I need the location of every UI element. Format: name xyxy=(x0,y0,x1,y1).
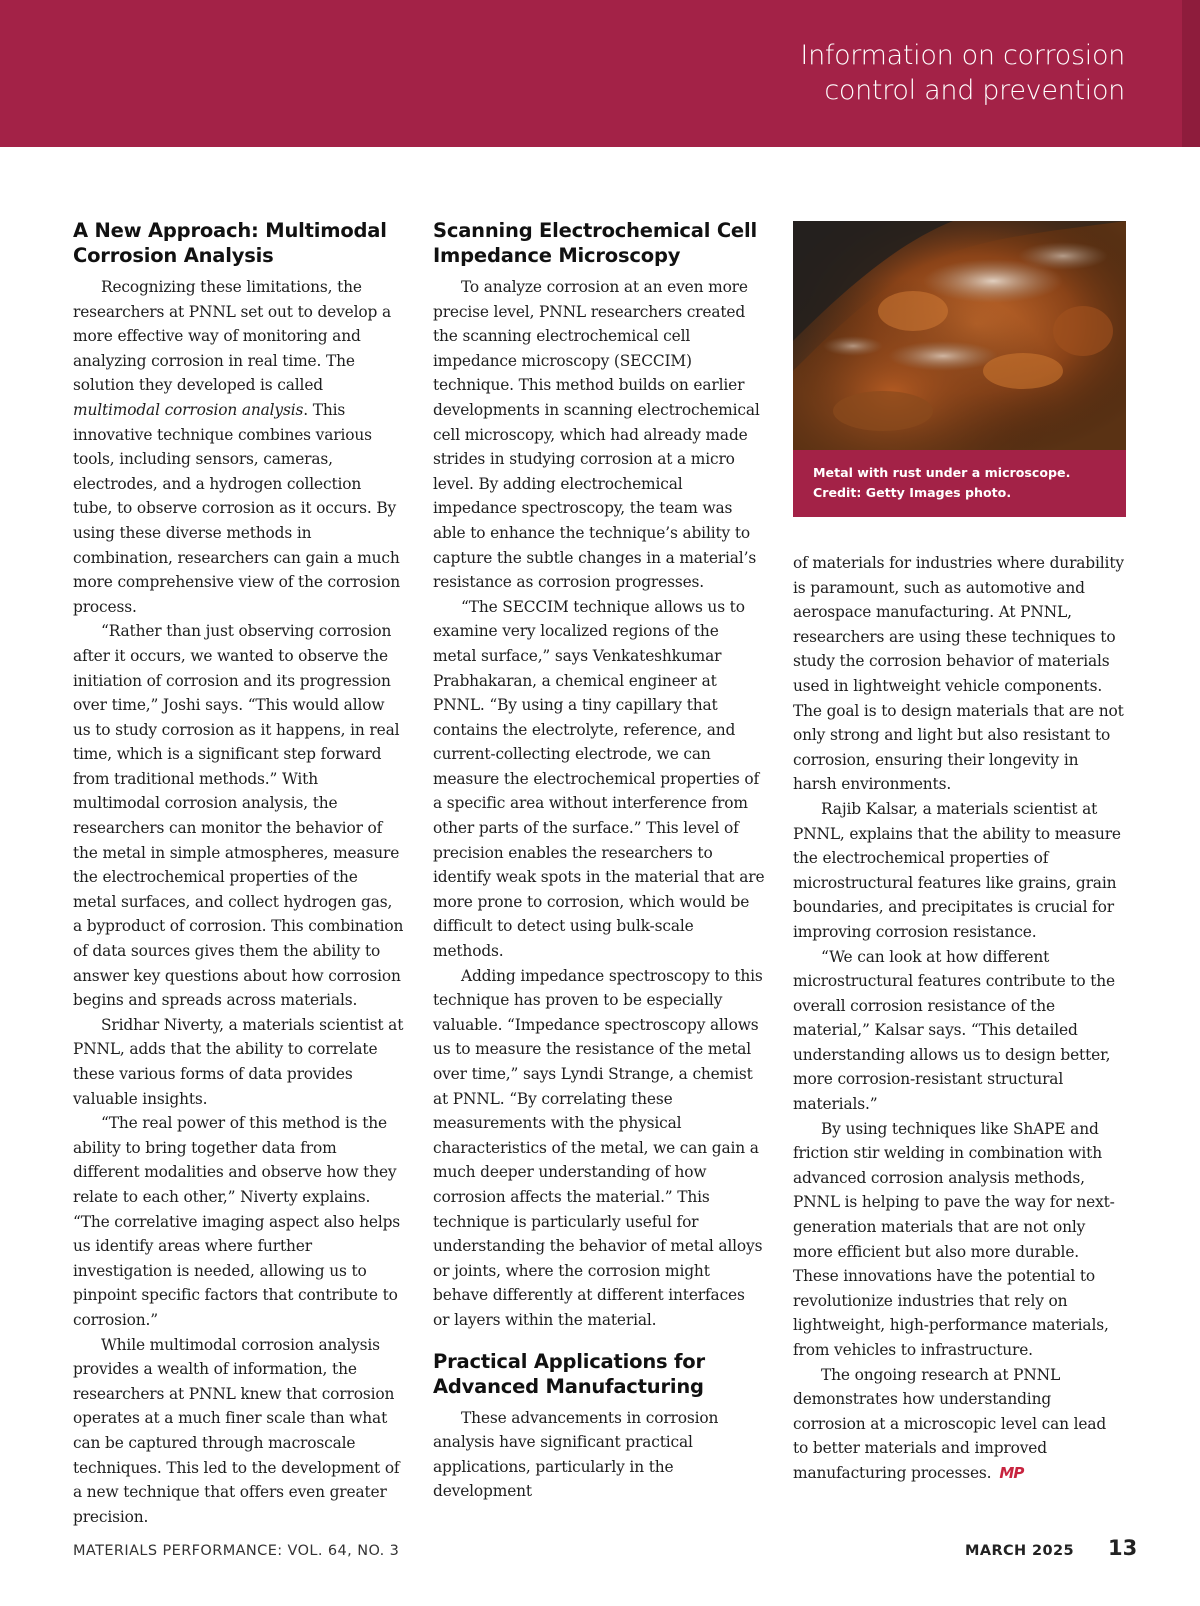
paragraph: “The SECCIM technique allows us to examine very localized regions of the metal surface,” says Venkateshkumar Prabhakaran, a chemical engineer at PNNL. “By using a tiny capillary that contains the electrolyte, reference, and current-collecting electrode, we can measure the electrochemical properties of a specific area without interference from other parts of the surface.” This level of precision enables the researchers to identify weak spots in the material that are more prone to corrosion, which would be difficult to detect using bulk-scale methods. xyxy=(433,597,765,961)
rust-microscope-photo xyxy=(793,221,1126,450)
paragraph: “Rather than just observing corrosion after it occurs, we wanted to observe the initiation of corrosion and its progression over time,” Joshi says. “This would allow us to study corrosion as it happens, in real time, which is a significant step forward from traditional methods.” With multimodal corrosion analysis, the researchers can monitor the behavior of the metal in simple atmospheres, measure the electrochemical properties of the metal surfaces, and collect hydrogen gas, a byproduct of corrosion. This combination of data sources gives them the ability to answer key questions about how corrosion begins and spreads across materials. xyxy=(73,622,404,1010)
page-number: 13 xyxy=(1108,1536,1138,1560)
paragraph-text: . This innovative technique combines various tools, including sensors, cameras, electrodes, and a hydrogen collection tube, to observe corrosion as it occurs. By using these diverse methods in combination, researchers can gain a much more comprehensive view of the corrosion process. xyxy=(73,400,401,616)
paragraph: By using techniques like ShAPE and friction stir welding in combination with advanced corrosion analysis methods, PNNL is helping to pave the way for next-generation materials that are not only more efficient but also more durable. These innovations have the potential to revolutionize industries that rely on lightweight, high-performance materials, from vehicles to infrastructure. xyxy=(793,1119,1115,1359)
paragraph: “The real power of this method is the ability to bring together data from different modalities and observe how they relate to each other,” Niverty explains. “The correlative imaging aspect also helps us identify areas where further investigation is needed, allowing us to pinpoint specific factors that contribute to corrosion.” xyxy=(73,1114,401,1329)
photo-figure xyxy=(793,221,1126,517)
photo-caption xyxy=(793,450,1126,517)
paragraph: of materials for industries where durability is paramount, such as automotive and aerospace manufacturing. At PNNL, researchers are using these techniques to study the corrosion behavior of materials used in lightweight vehicle components. The goal is to design materials that are not only strong and light but also resistant to corrosion, ensuring their longevity in harsh environments. xyxy=(793,554,1124,794)
paragraph: These advancements in corrosion analysis have significant practical applications, particularly in the development xyxy=(433,1408,719,1501)
footer-date: MARCH 2025 xyxy=(965,1543,1074,1559)
paragraph xyxy=(73,275,405,619)
section-heading-applications: Practical Applications for Advanced Manufacturing xyxy=(433,1349,705,1398)
section-heading-multimodal: A New Approach: Multimodal Corrosion Analysis xyxy=(73,219,387,267)
paragraph xyxy=(793,1363,1125,1486)
footer-publication: MATERIALS PERFORMANCE: VOL. 64, NO. 3 xyxy=(73,1543,400,1559)
paragraph-text: The ongoing research at PNNL demonstrates how understanding corrosion at a microscopic level can lead to better materials and improved manufacturing processes. xyxy=(793,1365,1107,1482)
header-banner xyxy=(0,0,1200,147)
paragraph: Rajib Kalsar, a materials scientist at PNNL, explains that the ability to measure the electrochemical properties of microstructural features like grains, grain boundaries, and precipitates is crucial for improving corrosion resistance. xyxy=(793,799,1121,941)
banner-tagline-line2: control and prevention xyxy=(824,75,1125,106)
column-right xyxy=(793,551,1125,1486)
paragraph: “We can look at how different microstructural features contribute to the overall corrosion resistance of the material,” Kalsar says. “This detailed understanding allows us to design better, more corrosion-resistant structural materials.” xyxy=(793,947,1115,1114)
mp-end-logo: MP xyxy=(999,1463,1024,1482)
banner-edge xyxy=(1182,0,1200,147)
paragraph: To analyze corrosion at an even more precise level, PNNL researchers created the scanning electrochemical cell impedance microscopy (SECCIM) technique. This method builds on earlier developments in scanning electrochemical cell microscopy, which had already made strides in studying corrosion at a micro level. By adding electrochemical impedance spectroscopy, the team was able to enhance the technique’s ability to capture the subtle changes in a material’s resistance as corrosion progresses. xyxy=(433,278,760,592)
column-middle xyxy=(433,218,765,1504)
paragraph: While multimodal corrosion analysis provides a wealth of information, the researchers at PNNL knew that corrosion operates at a much finer scale than what can be captured through macroscale techniques. This led to the development of a new technique that offers even greater precision. xyxy=(73,1335,400,1526)
section-heading-seccim: Scanning Electrochemical Cell Impedance Microscopy xyxy=(433,219,757,267)
caption-line1: Metal with rust under a microscope. xyxy=(813,465,1071,480)
emphasis-term: multimodal corrosion analysis xyxy=(73,400,304,419)
paragraph: Adding impedance spectroscopy to this technique has proven to be especially valuable. “Impedance spectroscopy allows us to measure the resistance of the metal over time,” says Lyndi Strange, a chemist at PNNL. “By correlating these measurements with the physical characteristics of the metal, we can gain a much deeper understanding of how corrosion affects the material.” This technique is particularly useful for understanding the behavior of metal alloys or joints, where the corrosion might behave differently at different interfaces or layers within the material. xyxy=(433,966,763,1329)
banner-tagline-line1: Information on corrosion xyxy=(800,40,1125,71)
banner-tagline xyxy=(800,38,1125,108)
paragraph-text: Recognizing these limitations, the researchers at PNNL set out to develop a more effective way of monitoring and analyzing corrosion in real time. The solution they developed is called xyxy=(73,278,392,395)
caption-line2: Credit: Getty Images photo. xyxy=(813,485,1012,500)
column-left xyxy=(73,218,405,1529)
paragraph: Sridhar Niverty, a materials scientist at PNNL, adds that the ability to correlate these various forms of data provides valuable insights. xyxy=(73,1015,404,1108)
